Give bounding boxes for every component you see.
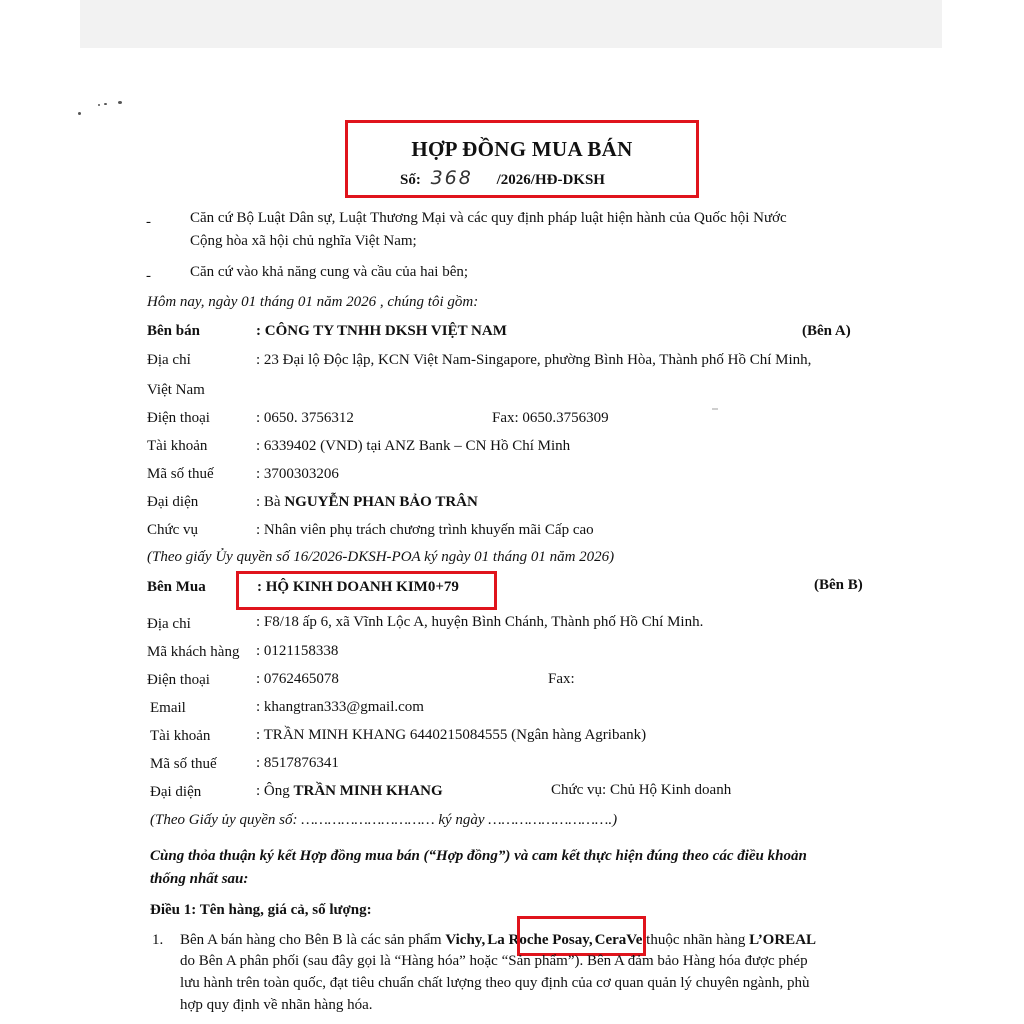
buyer-customer-code: : 0121158338 (256, 643, 339, 659)
article1-line2: do Bên A phân phối (sau đây gọi là “Hàng hóa” hoặc “Sản phẩm”). Bên A đảm bảo Hàng hóa được phép (180, 953, 808, 969)
intro-line: Hôm nay, ngày 01 tháng 01 năm 2026 , chúng tôi gồm: (147, 294, 479, 310)
number-label: Số: (400, 172, 421, 188)
handwritten-number: 368 (430, 167, 473, 189)
buyer-account: : TRẦN MINH KHANG 6440215084555 (Ngân hàng Agribank) (256, 727, 647, 743)
article1-line1-mid: thuộc nhãn hàng (642, 932, 750, 948)
seller-address-label: Địa chỉ (147, 352, 191, 368)
seller-heading: Bên bán (147, 323, 200, 339)
buyer-address-label: Địa chỉ (147, 616, 191, 632)
buyer-authorization: (Theo Giấy ủy quyền số: ………………………… ký ngày ……………………….) (150, 812, 618, 828)
scan-specks (78, 96, 128, 118)
buyer-rep (256, 783, 443, 800)
seller-address-line2: Việt Nam (147, 382, 205, 398)
buyer-name: : HỘ KINH DOANH KIM0+79 (257, 579, 459, 595)
buyer-tax-label: Mã số thuế (150, 756, 217, 772)
seller-phone-label: Điện thoại (147, 410, 210, 426)
seller-fax: Fax: 0650.3756309 (492, 410, 609, 426)
title-highlight-box (345, 120, 699, 198)
scan-mark (712, 408, 718, 410)
seller-account-label: Tài khoản (147, 438, 208, 454)
number-suffix: /2026/HĐ-DKSH (496, 172, 605, 188)
seller-tax-label: Mã số thuế (147, 466, 214, 482)
seller-authorization: (Theo giấy Ủy quyền số 16/2026-DKSH-POA ký ngày 01 tháng 01 năm 2026) (147, 549, 615, 565)
article1-item-number: 1. (152, 932, 164, 948)
bullet-dash: - (146, 268, 151, 284)
seller-rep-prefix: : Bà (256, 494, 285, 510)
document-number (400, 167, 605, 189)
brand-owner: L’OREAL (749, 932, 817, 948)
seller-position-label: Chức vụ (147, 522, 199, 538)
buyer-email: : khangtran333@gmail.com (256, 699, 424, 715)
page-top-edge (80, 0, 942, 48)
buyer-rep-name: TRẦN MINH KHANG (293, 783, 443, 799)
preamble-2: Căn cứ vào khả năng cung và cầu của hai bên; (190, 264, 469, 280)
seller-rep-name: NGUYỄN PHAN BẢO TRÂN (284, 494, 478, 510)
agreement-line1: Cùng thỏa thuận ký kết Hợp đồng mua bán (“Hợp đồng”) và cam kết thực hiện đúng theo các điều khoản (150, 848, 807, 864)
buyer-rep-label: Đại diện (150, 784, 202, 800)
seller-party: (Bên A) (802, 323, 851, 339)
document-title: HỢP ĐỒNG MUA BÁN (411, 137, 633, 161)
seller-rep (256, 494, 478, 511)
buyer-account-label: Tài khoản (150, 728, 211, 744)
brand-vichy: Vichy, (445, 932, 486, 948)
buyer-address: : F8/18 ấp 6, xã Vĩnh Lộc A, huyện Bình Chánh, Thành phố Hồ Chí Minh. (256, 614, 704, 630)
buyer-heading: Bên Mua (147, 579, 206, 595)
seller-address-line1: : 23 Đại lộ Độc lập, KCN Việt Nam-Singapore, phường Bình Hòa, Thành phố Hồ Chí Minh, (256, 352, 812, 368)
buyer-tax: : 8517876341 (256, 755, 339, 771)
article1-heading: Điều 1: Tên hàng, giá cả, số lượng: (150, 902, 372, 918)
buyer-fax: Fax: (548, 671, 575, 687)
seller-rep-label: Đại diện (147, 494, 199, 510)
seller-phone: : 0650. 3756312 (256, 410, 354, 426)
article1-line1-start: Bên A bán hàng cho Bên B là các sản phẩm (180, 932, 446, 948)
bullet-dash: - (146, 214, 151, 230)
seller-account: : 6339402 (VND) tại ANZ Bank – CN Hồ Chí Minh (256, 438, 571, 454)
buyer-party: (Bên B) (814, 577, 863, 593)
article1-line1 (180, 932, 816, 949)
brand-highlight-box (517, 916, 646, 956)
buyer-phone: : 0762465078 (256, 671, 339, 687)
seller-name: : CÔNG TY TNHH DKSH VIỆT NAM (256, 323, 507, 339)
agreement-line2: thống nhất sau: (150, 871, 249, 887)
brand-cerave: CeraVe (594, 932, 643, 948)
seller-tax: : 3700303206 (256, 466, 339, 482)
article1-line4: hợp quy định về nhãn hàng hóa. (180, 997, 373, 1013)
preamble-1-line2: Cộng hòa xã hội chủ nghĩa Việt Nam; (190, 233, 417, 249)
buyer-rep-prefix: : Ông (256, 783, 294, 799)
buyer-email-label: Email (150, 700, 186, 716)
article1-line3: lưu hành trên toàn quốc, đạt tiêu chuẩn chất lượng theo quy định của cơ quan quản lý chuyên ngành, phù (180, 975, 810, 991)
buyer-customer-label: Mã khách hàng (147, 644, 240, 660)
buyer-phone-label: Điện thoại (147, 672, 210, 688)
buyer-position: Chức vụ: Chủ Hộ Kinh doanh (551, 782, 732, 798)
brand-la-roche-posay: La Roche Posay, (487, 932, 593, 948)
preamble-1-line1: Căn cứ Bộ Luật Dân sự, Luật Thương Mại và các quy định pháp luật hiện hành của Quốc hội Nước (190, 210, 787, 226)
seller-position: : Nhân viên phụ trách chương trình khuyến mãi Cấp cao (256, 522, 594, 538)
